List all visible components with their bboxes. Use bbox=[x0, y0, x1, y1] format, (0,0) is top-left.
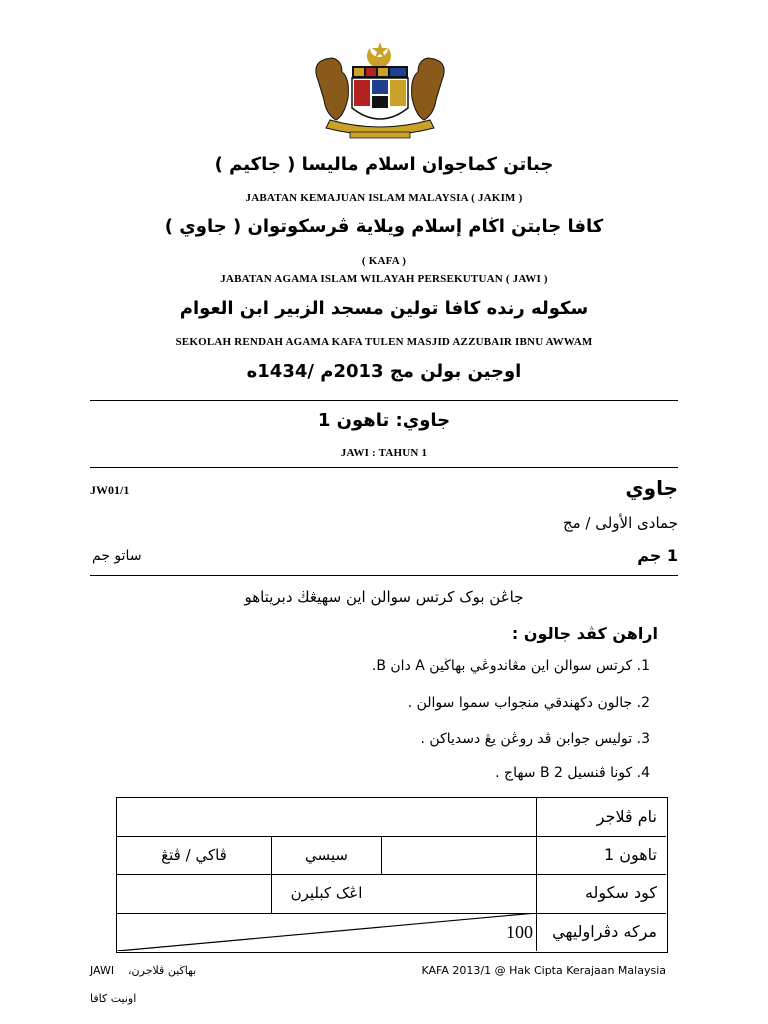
subject-name-jawi: جاوي bbox=[625, 476, 678, 500]
jakim-rumi-heading: JABATAN KEMAJUAN ISLAM MALAYSIA ( JAKIM ) bbox=[245, 192, 523, 204]
footer-unit: اونيت كافا bbox=[90, 992, 137, 1005]
student-name-field[interactable] bbox=[117, 798, 536, 836]
school-code-label: كود سكوله bbox=[584, 883, 657, 902]
kafa-short-heading: ( KAFA ) bbox=[361, 255, 407, 267]
divider-middle bbox=[90, 467, 678, 468]
duration-right: 1 جم bbox=[637, 546, 678, 565]
instructions-heading: اراهن كڤد جالون : bbox=[511, 624, 658, 643]
footer-copyright: KAFA 2013/1 @ Hak Cipta Kerajaan Malaysia bbox=[421, 964, 666, 977]
student-info-table bbox=[116, 797, 668, 953]
instruction-item bbox=[372, 658, 650, 674]
index-number-label: اڠک کبليرن bbox=[290, 884, 363, 902]
jawi-rumi-heading: JABATAN AGAMA ISLAM WILAYAH PERSEKUTUAN ( JAWI ) bbox=[220, 273, 548, 285]
mark-cell-diagonal bbox=[117, 913, 536, 951]
instruction-number: 1. bbox=[636, 658, 650, 674]
instruction-number: 4. bbox=[636, 765, 650, 781]
coat-of-arms-logo bbox=[300, 40, 460, 140]
gender-label: ڤاكي / ڤتڠ bbox=[161, 846, 227, 864]
instruction-item bbox=[421, 731, 651, 747]
footer-left-rumi: JAWI bbox=[90, 964, 115, 977]
jakim-jawi-heading: جباتن كماجوان اسلام ماليسا ( جاكيم ) bbox=[214, 154, 554, 175]
student-name-label: نام ڤلاجر bbox=[596, 807, 657, 826]
footer-left-jawi: بهاڬين ڤلاجرن، bbox=[128, 964, 197, 977]
instruction-number: 3. bbox=[636, 731, 650, 747]
exam-date: جمادى الأولى / مج bbox=[562, 514, 678, 532]
paper-code: JW01/1 bbox=[90, 483, 130, 497]
exam-title: اوجين بولن مج 2013م /1434ه bbox=[246, 361, 522, 382]
instruction-text: جالون دکهندقي منجواب سموا سوالن . bbox=[407, 695, 633, 711]
divider-top bbox=[90, 400, 678, 401]
duration-left: ساتو جم bbox=[92, 548, 142, 564]
total-marks: 100 bbox=[506, 922, 533, 942]
year-label: تاهون 1 bbox=[603, 845, 657, 864]
subject-title-jawi: جاوي: تاهون 1 bbox=[317, 410, 451, 431]
school-rumi-heading: SEKOLAH RENDAH AGAMA KAFA TULEN MASJID AZZUBAIR IBNU AWWAM bbox=[175, 336, 593, 348]
instruction-item bbox=[495, 765, 650, 781]
marks-label: مرکه دڤراوليهي bbox=[552, 922, 657, 941]
instruction-number: 2. bbox=[636, 695, 650, 711]
instruction-item bbox=[408, 695, 650, 711]
subject-title-rumi: JAWI : TAHUN 1 bbox=[340, 447, 428, 459]
instruction-text: کرتس سوالن این مڠاندوڠي بهاڬين A دان B. bbox=[371, 658, 633, 674]
do-not-open-notice: جاڠن بوک کرتس سوالن این سهيڠڬ دبريتاهو bbox=[244, 588, 524, 606]
school-jawi-heading: سكوله رنده كافا تولين مسجد الزبير ابن العوام bbox=[179, 298, 589, 319]
instruction-text: کونا ڤنسيل 2 B سهاج . bbox=[495, 765, 633, 781]
class-field[interactable] bbox=[382, 836, 536, 874]
index-number-field[interactable] bbox=[117, 874, 271, 913]
class-label: سيسي bbox=[305, 846, 348, 864]
divider-bottom bbox=[90, 575, 678, 576]
kafa-jawi-heading: كافا جابتن اڬام إسلام ويلاية ڤرسكوتوان ( جاوي ) bbox=[164, 216, 604, 237]
instruction-text: تولیس جوابن ڤد روڠن يڠ دسدياكن . bbox=[420, 731, 633, 747]
